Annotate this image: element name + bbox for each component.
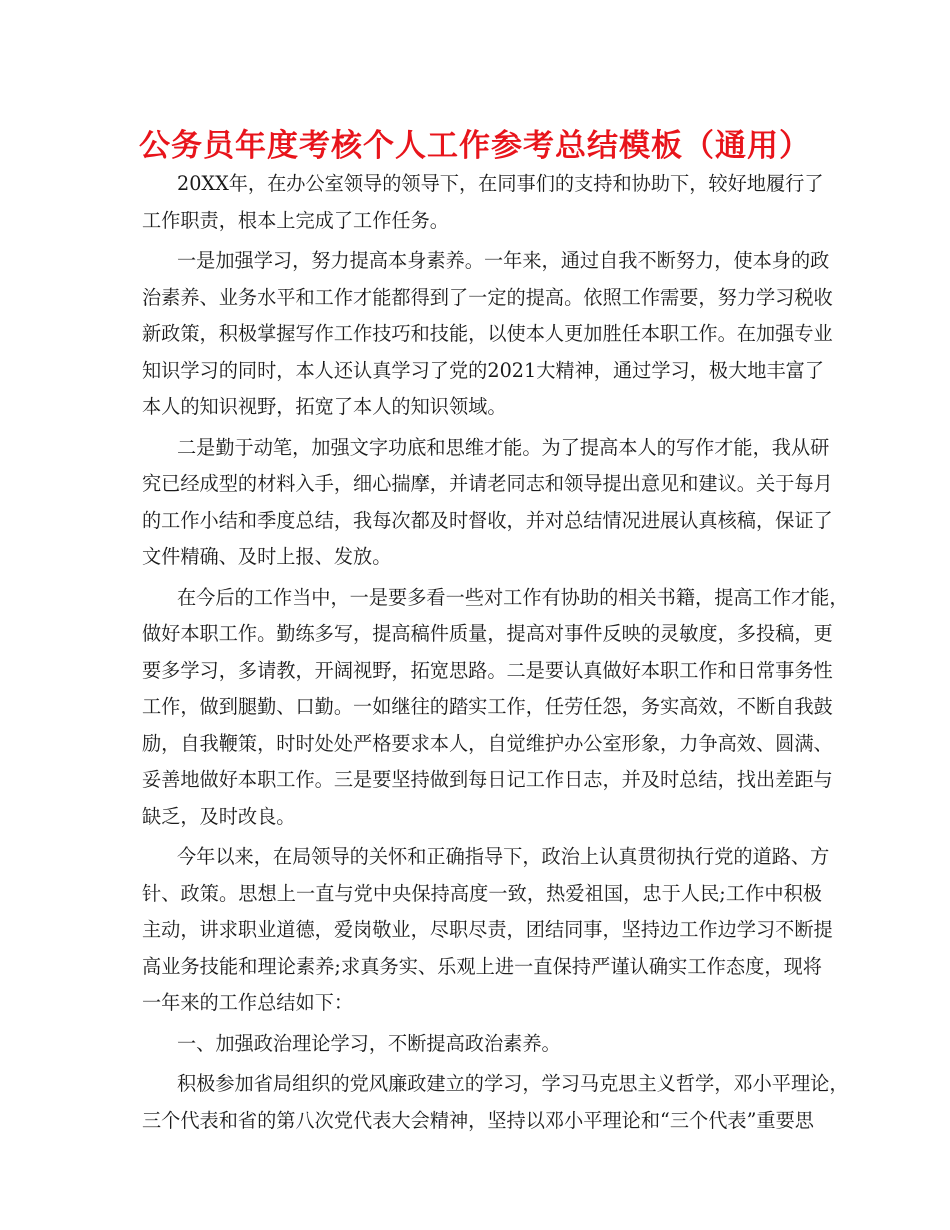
document-title: 公务员年度考核个人工作参考总结模板（通用）	[139, 128, 811, 164]
paragraph-line: 积极参加省局组织的党风廉政建立的学习，学习马克思主义哲学，邓小平理论，	[177, 1072, 849, 1095]
paragraph-line: 做好本职工作。勤练多写，提高稿件质量，提高对事件反映的灵敏度，多投稿，更	[142, 622, 833, 645]
paragraph-line: 究已经成型的材料入手，细心揣摩，并请老同志和领导提出意见和建议。关于每月	[142, 472, 833, 495]
paragraph-line: 20XX年，在办公室领导的领导下，在同事们的支持和协助下，较好地履行了	[177, 172, 824, 195]
paragraph	[142, 839, 833, 1022]
paragraph-line: 的工作小结和季度总结，我每次都及时督收，并对总结情况进展认真核稿，保证了	[142, 508, 833, 532]
paragraph-line: 知识学习的同时，本人还认真学习了党的2021大精神，通过学习，极大地丰富了	[142, 358, 825, 382]
paragraph-line: 妥善地做好本职工作。三是要坚持做到每日记工作日志，并及时总结，找出差距与	[142, 768, 833, 791]
paragraph	[142, 243, 833, 426]
paragraph-line: 针、政策。思想上一直与党中央保持高度一致，热爱祖国，忠于人民;工作中积极	[142, 881, 822, 905]
paragraph-line: 工作，做到腿勤、口勤。一如继往的踏实工作，任劳任怨，务实高效，不断自我鼓	[142, 695, 833, 718]
paragraph-line: 本人的知识视野，拓宽了本人的知识领域。	[142, 395, 507, 418]
paragraph-line: 新政策，积极掌握写作工作技巧和技能，以使本人更加胜任本职工作。在加强专业	[142, 322, 833, 345]
paragraph-line: 励，自我鞭策，时时处处严格要求本人，自觉维护办公室形象，力争高效、圆满、	[142, 731, 833, 755]
paragraph-line: 二是勤于动笔，加强文字功底和思维才能。为了提高本人的写作才能，我从研	[177, 435, 830, 459]
paragraph	[142, 1066, 849, 1139]
paragraph-line: 要多学习，多请教，开阔视野，拓宽思路。二是要认真做好本职工作和日常事务性	[142, 658, 833, 682]
paragraph	[142, 1026, 822, 1063]
paragraph-line: 一是加强学习，努力提高本身素养。一年来，通过自我不断努力，使本身的政	[177, 249, 830, 272]
paragraph-line: 在今后的工作当中，一是要多看一些对工作有协助的相关书籍，提高工作才能，	[177, 585, 849, 609]
document-body	[142, 166, 849, 1139]
paragraph-line: 文件精确、及时上报、发放。	[142, 545, 392, 568]
paragraph-line: 主动，讲求职业道德，爱岗敬业，尽职尽责，团结同事，坚持边工作边学习不断提	[142, 918, 833, 941]
paragraph-line: 一年来的工作总结如下：	[142, 991, 354, 1014]
paragraph-line: 高业务技能和理论素养;求真务实、乐观上进一直保持严谨认确实工作态度，现将	[142, 954, 822, 978]
paragraph	[142, 430, 833, 576]
paragraph-line: 三个代表和省的第八次党代表大会精神，坚持以邓小平理论和“三个代表”重要思	[142, 1108, 814, 1132]
paragraph-line: 一、加强政治理论学习，不断提高政治素养。	[177, 1031, 561, 1055]
paragraph	[142, 166, 822, 239]
paragraph-line: 工作职责，根本上完成了工作任务。	[142, 208, 449, 232]
paragraph-line: 缺乏，及时改良。	[142, 804, 296, 828]
paragraph-line: 治素养、业务水平和工作才能都得到了一定的提高。依照工作需要，努力学习税收	[142, 285, 833, 309]
paragraph-line: 今年以来，在局领导的关怀和正确指导下，政治上认真贯彻执行党的道路、方	[177, 845, 830, 868]
paragraph	[142, 580, 849, 836]
